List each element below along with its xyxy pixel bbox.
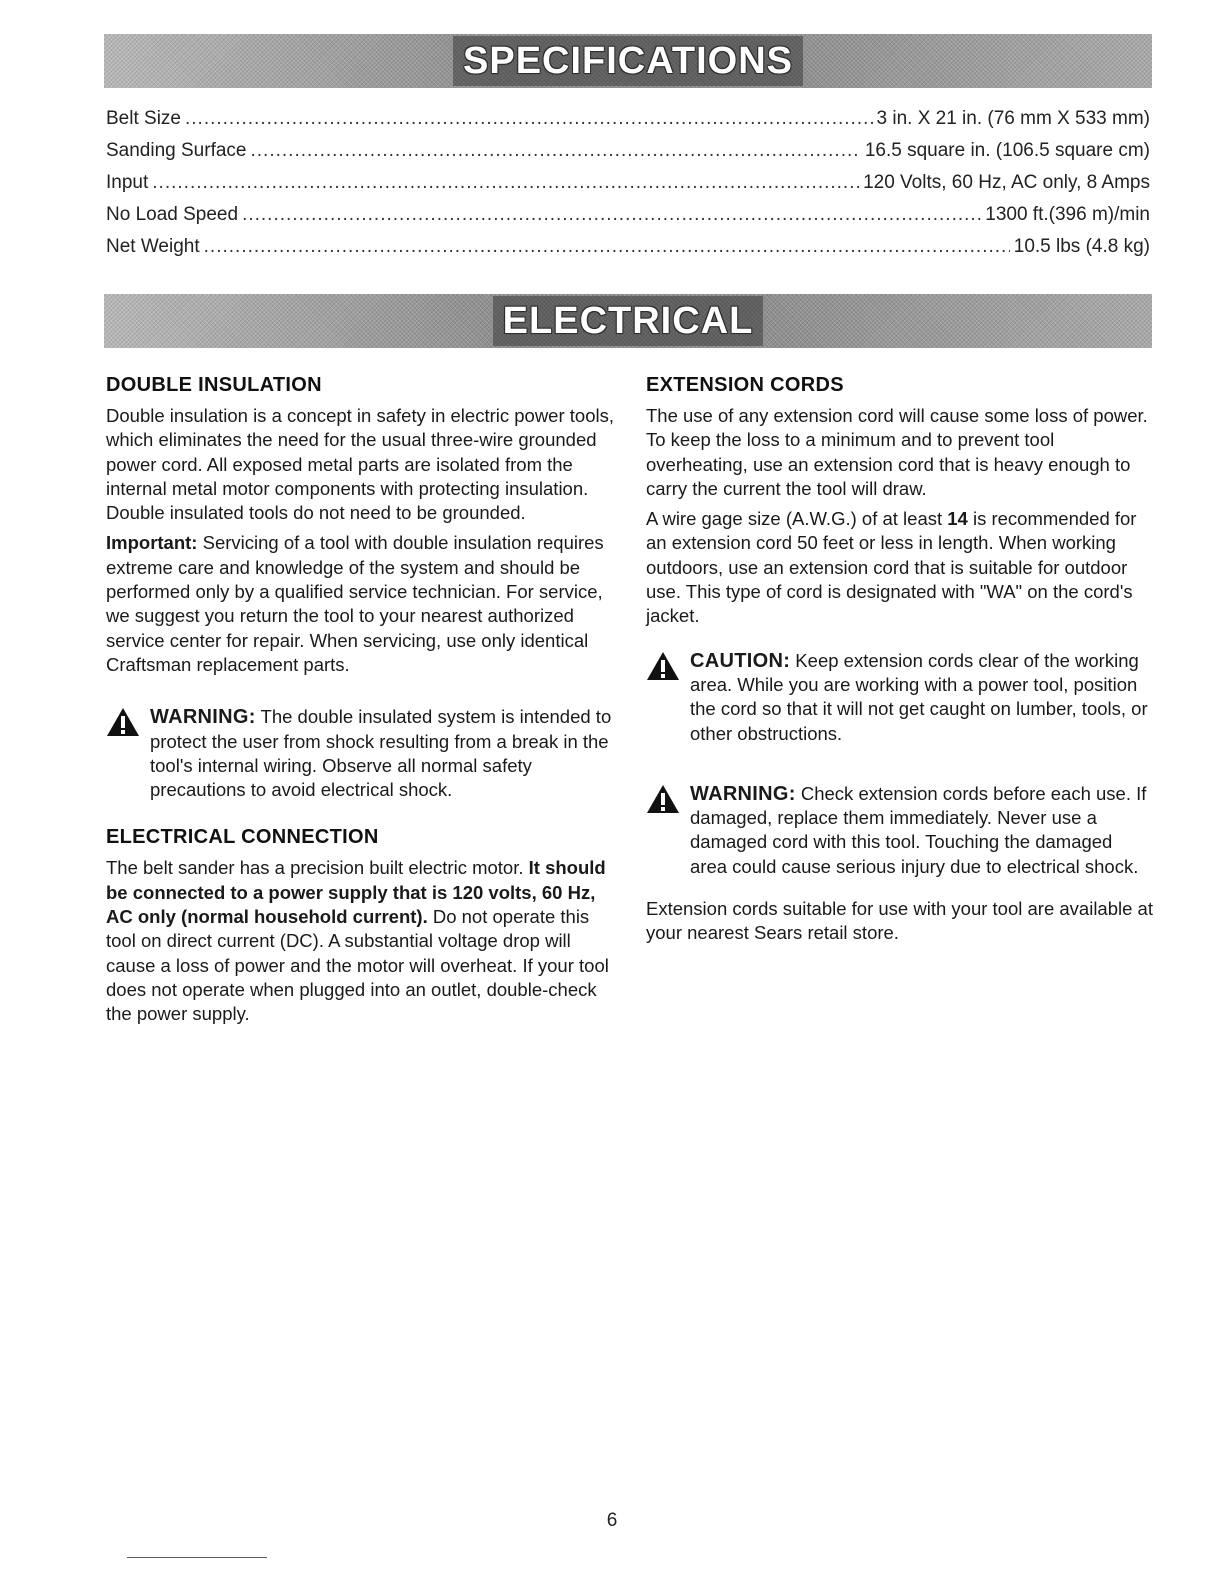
double-insulation-warning xyxy=(106,705,614,802)
connection-text-start: The belt sander has a precision built electric motor. xyxy=(106,857,529,879)
right-column xyxy=(646,372,1154,952)
warning-body xyxy=(690,782,1154,879)
warning-triangle-icon xyxy=(106,707,140,737)
warning-label: WARNING: xyxy=(690,782,796,805)
spec-row-no-load-speed xyxy=(106,204,1150,236)
leader-dots xyxy=(152,172,859,194)
leader-dots xyxy=(204,236,1010,258)
extension-cords-paragraph-1: The use of any extension cord will cause some loss of power. To keep the loss to a minimum and to prevent tool overheating, use an extension cord that is heavy enough to carry the current the tool will draw. xyxy=(646,405,1148,499)
spec-value: 16.5 square in. (106.5 square cm) xyxy=(864,140,1150,161)
electrical-banner xyxy=(104,294,1152,348)
electrical-connection-paragraph xyxy=(106,856,614,1026)
important-paragraph xyxy=(106,531,614,677)
caution-notice xyxy=(646,649,1154,746)
spec-label: Net Weight xyxy=(106,236,200,257)
specifications-list xyxy=(106,108,1150,268)
footer-rule xyxy=(127,1557,267,1558)
extension-cords-heading: EXTENSION CORDS xyxy=(646,374,844,396)
spec-value: 3 in. X 21 in. (76 mm X 533 mm) xyxy=(876,108,1150,129)
double-insulation-heading: DOUBLE INSULATION xyxy=(106,374,322,396)
important-label: Important: xyxy=(106,532,198,554)
page-number: 6 xyxy=(606,1510,618,1531)
warning-triangle-icon xyxy=(646,651,680,681)
warning-body xyxy=(150,705,614,802)
leader-dots xyxy=(185,108,873,130)
awg-text-end: is recommended for an extension cord 50 feet or less in length. When working outdoors, use an extension cord that is suitable for outdoor use. This type of cord is designated with "WA" on the cord's jacket. xyxy=(646,508,1137,627)
spec-value: 120 Volts, 60 Hz, AC only, 8 Amps xyxy=(863,172,1150,193)
spec-label: No Load Speed xyxy=(106,204,239,225)
spec-value: 10.5 lbs (4.8 kg) xyxy=(1013,236,1150,257)
caution-label: CAUTION: xyxy=(690,649,791,672)
spec-row-net-weight xyxy=(106,236,1150,268)
spec-row-belt-size xyxy=(106,108,1150,140)
specifications-title: SPECIFICATIONS xyxy=(453,36,803,86)
specifications-banner xyxy=(104,34,1152,88)
leader-dots xyxy=(251,140,861,162)
caution-text: Keep extension cords clear of the working area. While you are working with a power tool, position the cord so that it will not get caught on lumber, tools, or other obstructions. xyxy=(690,649,1148,744)
electrical-connection-heading: ELECTRICAL CONNECTION xyxy=(106,826,379,849)
double-insulation-paragraph: Double insulation is a concept in safety in electric power tools, which eliminates the need for the usual three-wire grounded power cord. All exposed metal parts are isolated from the internal metal motor components with protecting insulation. Double insulated tools do not need to be grounded. xyxy=(106,405,614,524)
connection-text-bold: It should be connected to a power supply that is 120 volts, 60 Hz, AC only (normal household current). xyxy=(106,857,606,928)
spec-row-input xyxy=(106,172,1150,204)
warning-label: WARNING: xyxy=(150,706,256,729)
spec-label: Input xyxy=(106,172,149,193)
awg-value: 14 xyxy=(947,508,968,530)
extension-cords-closing: Extension cords suitable for use with your tool are available at your nearest Sears retail store. xyxy=(646,898,1153,944)
extension-cords-paragraph-2 xyxy=(646,507,1154,628)
connection-text-end: Do not operate this tool on direct current (DC). A substantial voltage drop will cause a loss of power and the motor will overheat. If your tool does not operate when plugged into an outlet, double-check the power supply. xyxy=(106,906,609,1025)
spec-label: Sanding Surface xyxy=(106,140,247,161)
important-text: Servicing of a tool with double insulation requires extreme care and knowledge of the system and should be performed only by a qualified service technician. For service, we suggest you return the tool to your nearest authorized service center for repair. When servicing, use only identical Craftsman replacement parts. xyxy=(106,532,604,675)
awg-text-start: A wire gage size (A.W.G.) of at least xyxy=(646,508,948,530)
spec-label: Belt Size xyxy=(106,108,181,129)
left-column xyxy=(106,372,614,1033)
warning-text: Check extension cords before each use. If damaged, replace them immediately. Never use a damaged cord with this tool. Touching the damaged area could cause serious injury due to electrical shock. xyxy=(690,782,1147,877)
warning-triangle-icon xyxy=(646,784,680,814)
extension-cords-warning xyxy=(646,782,1154,879)
leader-dots xyxy=(242,204,981,226)
electrical-title: ELECTRICAL xyxy=(493,296,764,346)
warning-text: The double insulated system is intended to protect the user from shock resulting from a break in the tool's internal wiring. Observe all normal safety precautions to avoid electrical shock. xyxy=(150,706,612,801)
spec-value: 1300 ft.(396 m)/min xyxy=(985,204,1150,225)
spec-row-sanding-surface xyxy=(106,140,1150,172)
caution-body xyxy=(690,649,1154,746)
